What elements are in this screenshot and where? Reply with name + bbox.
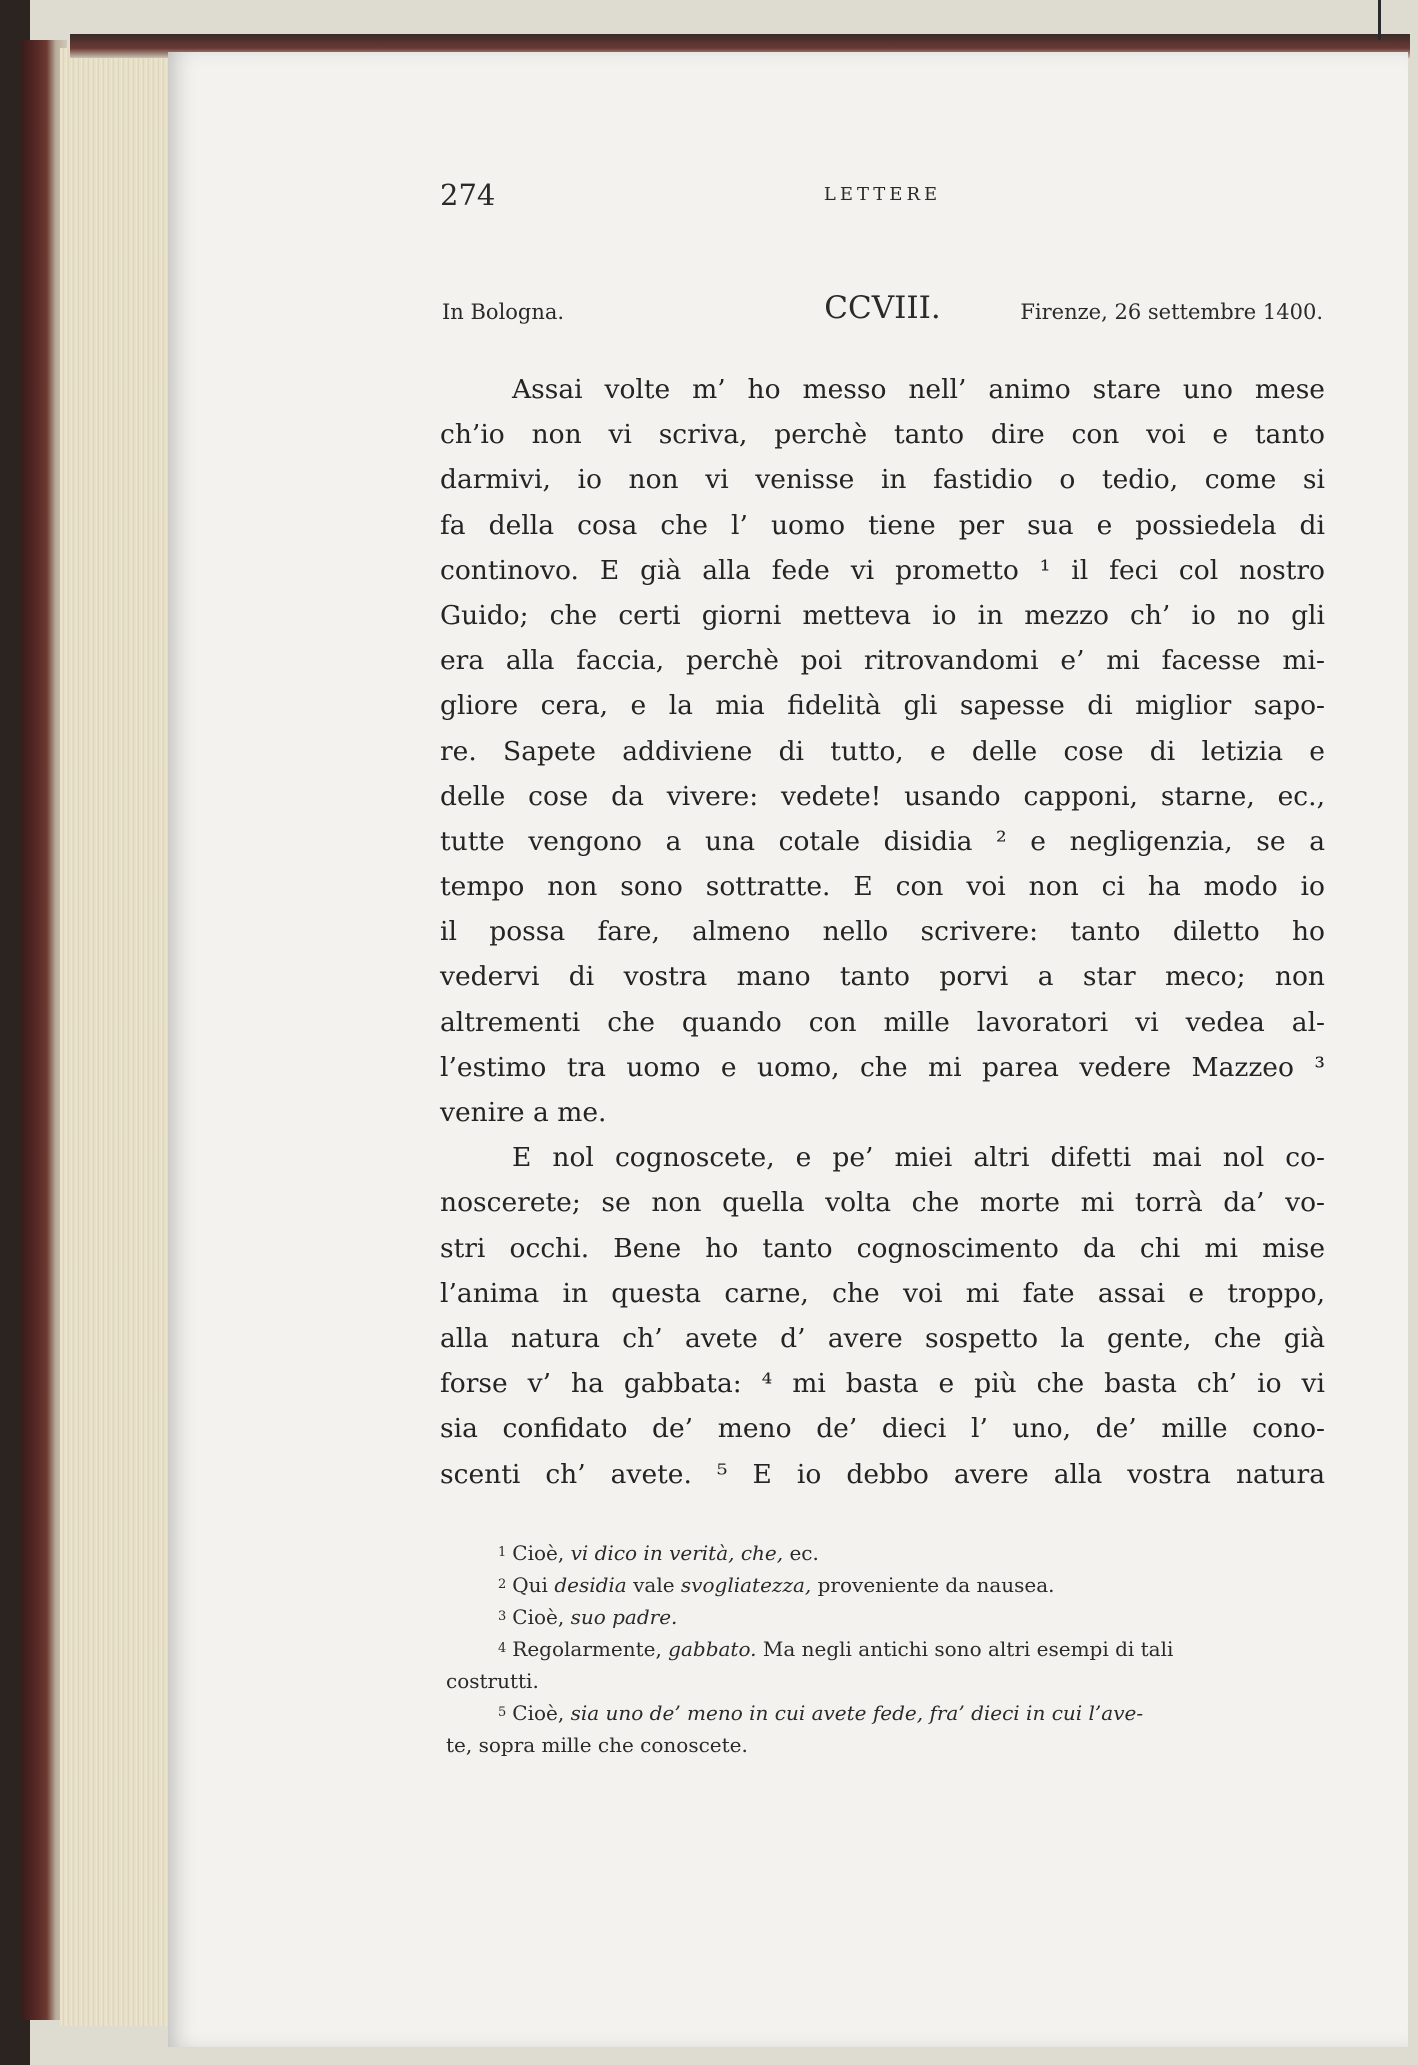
footnote-continuation: te, sopra mille che conoscete. [446, 1733, 748, 1757]
body-line: sia confidato de’ meno de’ dieci l’ uno, de’ mille cono- [440, 1413, 1325, 1445]
footnote-mark: 3 [498, 1609, 507, 1624]
letter-heading [440, 290, 1325, 340]
body-line: stri occhi. Bene ho tanto cognoscimento da chi mi mise [440, 1232, 1325, 1264]
body-line: re. Sapete addiviene di tutto, e delle cose di letizia e [440, 735, 1325, 767]
body-line: forse v’ ha gabbata: ⁴ mi basta e più che basta ch’ io vi [440, 1368, 1325, 1400]
body-line: vedervi di vostra mano tanto porvi a star meco; non [440, 961, 1325, 993]
footnote-text: Regolarmente, [512, 1637, 669, 1661]
footnote-text: proveniente da nausea. [811, 1573, 1055, 1597]
body-line: l’anima in questa carne, che voi mi fate assai e troppo, [440, 1277, 1325, 1309]
letter-addressee-place: In Bologna. [442, 300, 565, 324]
footnote-text: svogliatezza, [680, 1573, 812, 1597]
footnote-mark: 5 [498, 1705, 507, 1720]
body-line: Guido; che certi giorni metteva io in mezzo ch’ io no gli [440, 599, 1325, 631]
page-number: 274 [440, 178, 496, 212]
footnote-text: ec. [783, 1541, 819, 1565]
body-line: alla natura ch’ avete d’ avere sospetto la gente, che già [440, 1322, 1325, 1354]
footnote-text: desidia [554, 1573, 627, 1597]
body-line: era alla faccia, perchè poi ritrovandomi e’ mi facesse mi- [440, 645, 1325, 677]
footnote [446, 1601, 1325, 1633]
body-line: tempo non sono sottratte. E con voi non ci ha modo io [440, 871, 1325, 903]
footnote-text: Ma negli antichi sono altri esempi di tali [756, 1637, 1174, 1661]
body-line: venire a me. [440, 1097, 607, 1128]
footnote [446, 1569, 1325, 1601]
footnote [446, 1633, 1325, 1665]
body-line: E nol cognoscete, e pe’ miei altri difetti mai nol co- [512, 1142, 1325, 1174]
footnote-text: vi dico in verità, che, [570, 1541, 784, 1565]
page-edges [60, 48, 180, 2026]
footnote-text: sia uno de’ meno in cui avete fede, fra’ dieci in cui l’ave- [570, 1701, 1144, 1725]
running-head: LETTERE [823, 184, 942, 205]
footnote [446, 1537, 1325, 1569]
letter-number: CCVIII. [824, 290, 941, 326]
letter-body [440, 367, 1325, 1497]
footnote-mark: 4 [498, 1641, 507, 1656]
letter-place-date: Firenze, 26 settembre 1400. [1020, 300, 1323, 324]
footnote [446, 1697, 1325, 1729]
footnote-text: Cioè, [512, 1605, 571, 1629]
footnote-mark: 1 [498, 1545, 507, 1560]
footnote-text: Qui [512, 1573, 555, 1597]
body-line: continovo. E già alla fede vi prometto ¹ il feci col nostro [440, 554, 1325, 586]
body-line: gliore cera, e la mia fidelità gli sapesse di miglior sapo- [440, 690, 1325, 722]
body-line: fa della cosa che l’ uomo tiene per sua e possiedela di [440, 509, 1325, 541]
body-line: tutte vengono a una cotale disidia ² e negligenzia, se a [440, 825, 1325, 857]
body-line: l’estimo tra uomo e uomo, che mi parea vedere Mazzeo ³ [440, 1051, 1325, 1083]
body-line: darmivi, io non vi venisse in fastidio o tedio, come si [440, 464, 1325, 496]
body-line: scenti ch’ avete. ⁵ E io debbo avere alla vostra natura [440, 1458, 1325, 1490]
footnote-text: Cioè, [512, 1541, 571, 1565]
body-line: noscerete; se non quella volta che morte mi torrà da’ vo- [440, 1187, 1325, 1219]
footnote-continuation: costrutti. [446, 1669, 539, 1693]
footnote-text: suo padre. [570, 1605, 678, 1629]
page-header [440, 178, 1325, 218]
body-line: delle cose da vivere: vedete! usando capponi, starne, ec., [440, 780, 1325, 812]
footnote-text: vale [626, 1573, 681, 1597]
body-line: Assai volte m’ ho messo nell’ animo stare uno mese [512, 374, 1325, 405]
edge-line [1378, 0, 1381, 40]
footnote-text: Cioè, [512, 1701, 571, 1725]
body-line: ch’io non vi scriva, perchè tanto dire con voi e tanto [440, 419, 1325, 451]
footnote-text: gabbato. [668, 1637, 757, 1661]
footnote-mark: 2 [498, 1577, 507, 1592]
body-line: altrementi che quando con mille lavoratori vi vedea al- [440, 1006, 1325, 1038]
body-line: il possa fare, almeno nello scrivere: tanto diletto ho [440, 916, 1325, 948]
footnotes [446, 1537, 1325, 1761]
